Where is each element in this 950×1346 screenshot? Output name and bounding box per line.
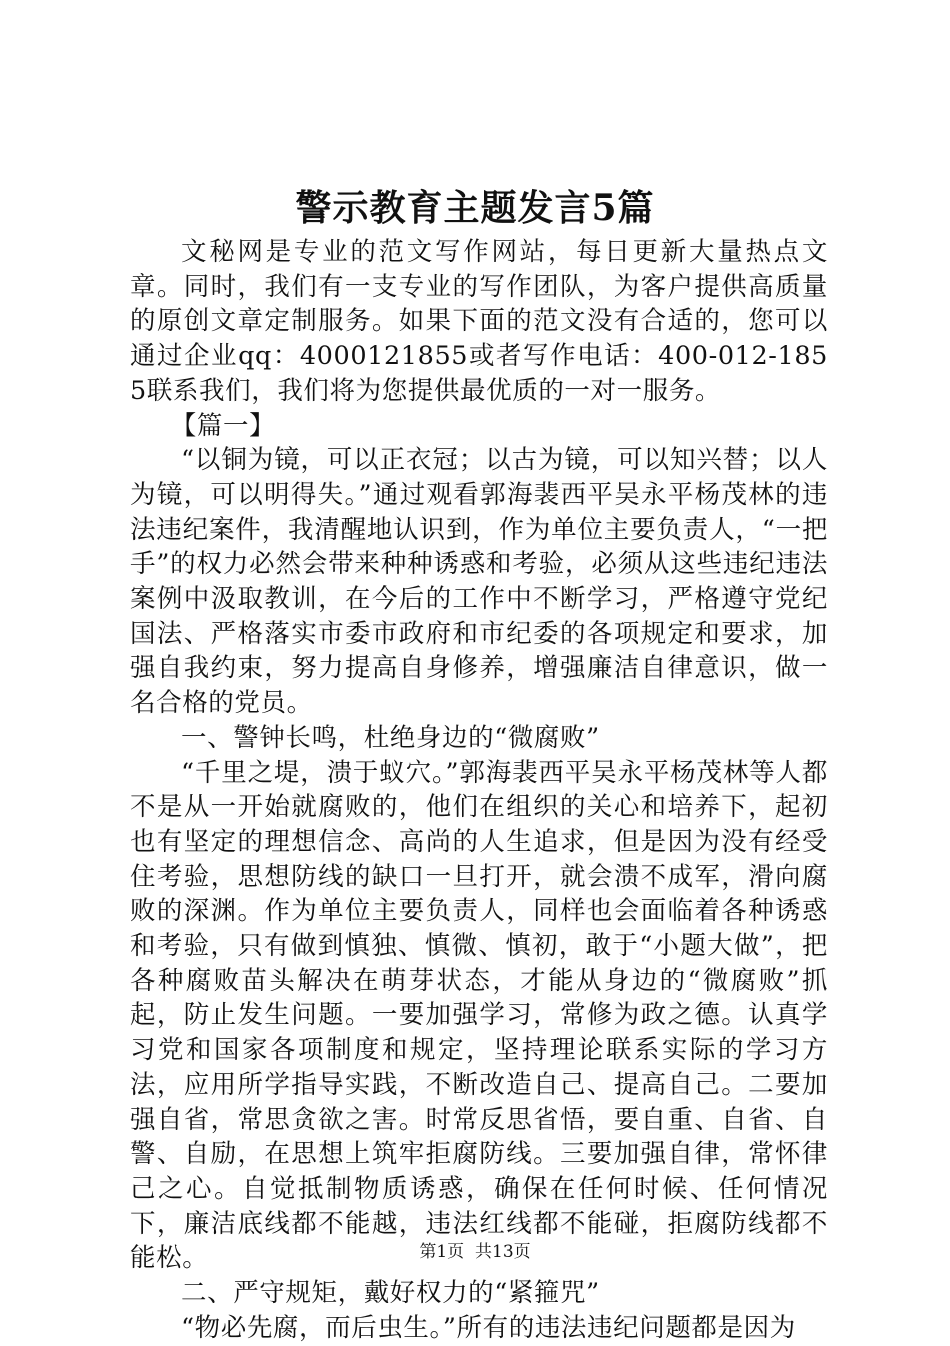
section-heading-two: 二、严守规矩，戴好权力的“紧箍咒”: [181, 1278, 600, 1309]
body-paragraph: “以铜为镜，可以正衣冠；以古为镜，可以知兴替；以人为镜，可以明得失。”通过观看郭海裴西平吴永平杨茂林的违法违纪案件，我清醒地认识到，作为单位主要负责人，“一把手”的权力必然会带来种种诱惑和考验，必须从这些违纪违法案例中汲取教训，在今后的工作中不断学习，严格遵守党纪国法、严格落实市委市政府和市纪委的各项规定和要求，加强自我约束，努力提高自身修养，增强廉洁自律意识，做一名合格的党员。: [130, 445, 828, 719]
body-paragraph: “物必先腐，而后虫生。”所有的违法违纪问题都是因为: [181, 1312, 796, 1343]
document-title: 警示教育主题发言5篇: [295, 187, 655, 229]
section-heading-one: 一、警钟长鸣，杜绝身边的“微腐败”: [181, 722, 600, 753]
page-total: 共13页: [475, 1242, 531, 1262]
page-footer: [0, 1240, 950, 1264]
document-body: [130, 235, 828, 1346]
body-paragraph: “千里之堤，溃于蚁穴。”郭海裴西平吴永平杨茂林等人都不是从一开始就腐败的，他们在组织的关心和培养下，起初也有坚定的理想信念、高尚的人生追求，但是因为没有经受住考验，思想防线的缺口一旦打开，就会溃不成军，滑向腐败的深渊。作为单位主要负责人，同样也会面临着各种诱惑和考验，只有做到慎独、慎微、慎初，敢于“小题大做”，把各种腐败苗头解决在萌芽状态，才能从身边的“微腐败”抓起，防止发生问题。一要加强学习，常修为政之德。认真学习党和国家各项制度和规定，坚持理论联系实际的学习方法，应用所学指导实践，不断改造自己、提高自己。二要加强自省，常思贪欲之害。时常反思省悟，要自重、自省、自警、自励，在思想上筑牢拒腐防线。三要加强自律，常怀律己之心。自觉抵制物质诱惑，确保在任何时候、任何情况下，廉洁底线都不能越，违法红线都不能碰，拒腐防线都不能松。: [130, 757, 828, 1274]
section-tag-part-one: 【篇一】: [170, 410, 276, 441]
page-number: 第1页: [419, 1242, 465, 1262]
intro-paragraph: 文秘网是专业的范文写作网站，每日更新大量热点文章。同时，我们有一支专业的写作团队，为客户提供高质量的原创文章定制服务。如果下面的范文没有合适的，您可以通过企业qq：4000121855或者写作电话：400-012-1855联系我们，我们将为您提供最优质的一对一服务。: [130, 237, 828, 406]
